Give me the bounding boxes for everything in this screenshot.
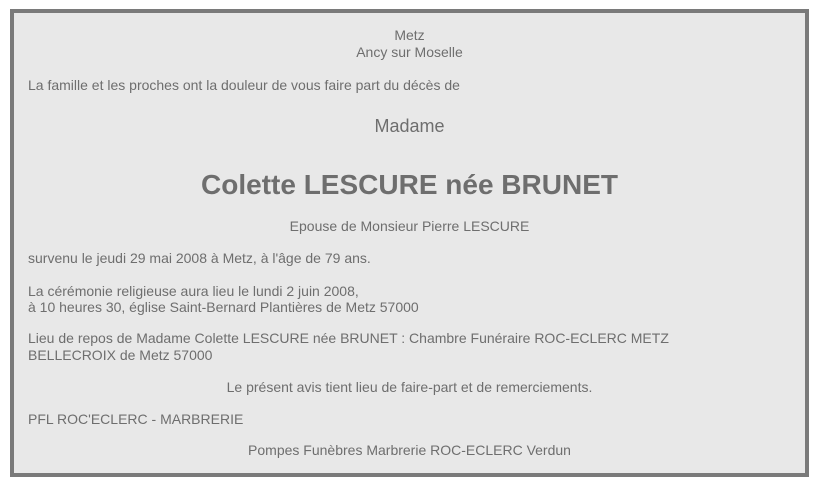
ceremony-line-2: à 10 heures 30, église Saint-Bernard Plantières de Metz 57000 — [28, 299, 419, 315]
death-info-text: survenu le jeudi 29 mai 2008 à Metz, à l'âge de 79 ans. — [28, 250, 371, 266]
honorific-title: Madame — [374, 116, 445, 136]
rest-place-line-1: Lieu de repos de Madame Colette LESCURE née BRUNET : Chambre Funéraire ROC-ECLERC METZ — [28, 330, 669, 346]
spouse-text: Epouse de Monsieur Pierre LESCURE — [289, 218, 530, 234]
city-text: Metz — [394, 27, 425, 43]
deceased-name: Colette LESCURE née BRUNET — [201, 169, 618, 200]
rest-place-line-2: BELLECROIX de Metz 57000 — [28, 347, 213, 363]
ceremony-line-1: La cérémonie religieuse aura lieu le lundi 2 juin 2008, — [28, 283, 359, 299]
footer-text: Pompes Funèbres Marbrerie ROC-ECLERC Verdun — [248, 442, 571, 458]
obituary-notice — [10, 9, 809, 477]
intro-text: La famille et les proches ont la douleur de vous faire part du décès de — [28, 77, 460, 93]
town-text: Ancy sur Moselle — [356, 44, 463, 60]
company-text: PFL ROC'ECLERC - MARBRERIE — [28, 411, 244, 427]
notice-text: Le présent avis tient lieu de faire-part et de remerciements. — [226, 379, 593, 395]
